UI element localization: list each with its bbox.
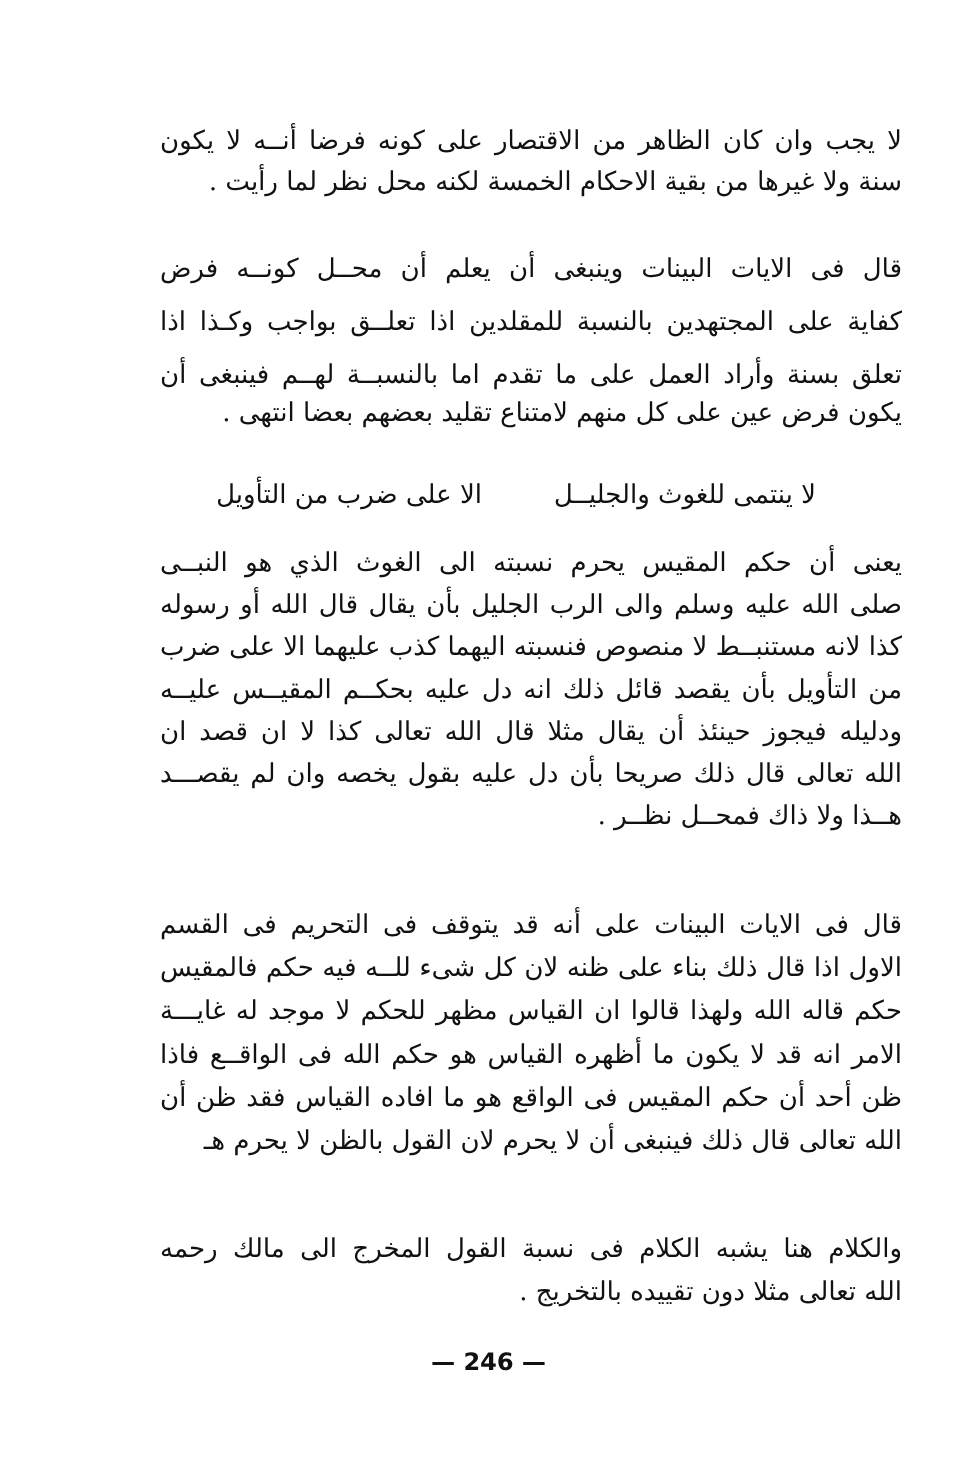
text-line: يكون فرض عين على كل منهم لامتناع تقليد بعضهم بعضا انتهى . bbox=[222, 397, 902, 428]
text-line: الله تعالى قال ذلك صريحا بأن دل عليه بقول يخصه وان لم يقصـــد bbox=[160, 758, 902, 789]
text-line: ودليله فيجوز حينئذ أن يقال مثلا قال الله تعالى كذا لا ان قصد ان bbox=[160, 716, 902, 747]
text-line: صلى الله عليه وسلم والى الرب الجليل بأن يقال قال الله أو رسوله bbox=[160, 590, 902, 621]
verse-second-hemistich: الا على ضرب من التأويل bbox=[216, 480, 482, 510]
text-line: قال فى الايات البينات على أنه قد يتوقف فى التحريم فى القسم bbox=[160, 910, 902, 940]
verse-first-hemistich: لا ينتمى للغوث والجليــل bbox=[553, 480, 816, 510]
text-line: الامر انه قد لا يكون ما أظهره القياس هو حكم الله فى الواقــع فاذا bbox=[160, 1039, 902, 1070]
paragraph-1 bbox=[160, 126, 902, 198]
text-line: تعلق بسنة وأراد العمل على ما تقدم اما بالنسبــة لهــم فينبغى أن bbox=[160, 360, 902, 391]
paragraph-5 bbox=[160, 1234, 902, 1308]
text-line: كفاية على المجتهدين بالنسبة للمقلدين اذا تعلــق بواجب وكـذا اذا bbox=[160, 307, 902, 338]
text-line: كذا لانه مستنبــط لا منصوص فنسبته اليهما كذب عليهما الا على ضرب bbox=[160, 632, 902, 663]
paragraph-4 bbox=[160, 910, 902, 1157]
poem-verse bbox=[160, 480, 902, 520]
text-line: الله تعالى مثلا دون تقييده بالتخريج . bbox=[519, 1277, 902, 1308]
text-line: قال فى الايات البينات وينبغى أن يعلم أن محــل كونــه فرض bbox=[160, 254, 902, 284]
text-line: حكم قاله الله ولهذا قالوا ان القياس مظهر للحكم لا موجد له غايـــة bbox=[160, 996, 902, 1027]
paragraph-3 bbox=[160, 548, 902, 832]
page-number: — 246 — bbox=[431, 1348, 546, 1376]
text-line: سنة ولا غيرها من بقية الاحكام الخمسة لكنه محل نظر لما رأيت . bbox=[208, 167, 902, 198]
text-line: لا يجب وان كان الظاهر من الاقتصار على كونه فرضا أنــه لا يكون bbox=[160, 126, 902, 156]
text-line: الاول اذا قال ذلك بناء على ظنه لان كل شىء للــه فيه حكم فالمقيس bbox=[160, 953, 902, 984]
text-line: والكلام هنا يشبه الكلام فى نسبة القول المخرج الى مالك رحمه bbox=[160, 1234, 902, 1264]
text-line: ظن أحد أن حكم المقيس فى الواقع هو ما افاده القياس فقد ظن أن bbox=[160, 1082, 902, 1113]
text-line: هــذا ولا ذاك فمحــل نظــر . bbox=[597, 801, 902, 832]
text-line: من التأويل بأن يقصد قائل ذلك انه دل عليه بحكــم المقيــس عليــه bbox=[160, 674, 902, 705]
paragraph-2 bbox=[160, 254, 902, 429]
text-line: الله تعالى قال ذلك فينبغى أن لا يحرم لان القول بالظن لا يحرم هـ bbox=[203, 1125, 902, 1156]
text-line: يعنى أن حكم المقيس يحرم نسبته الى الغوث الذي هو النبــى bbox=[160, 548, 902, 578]
